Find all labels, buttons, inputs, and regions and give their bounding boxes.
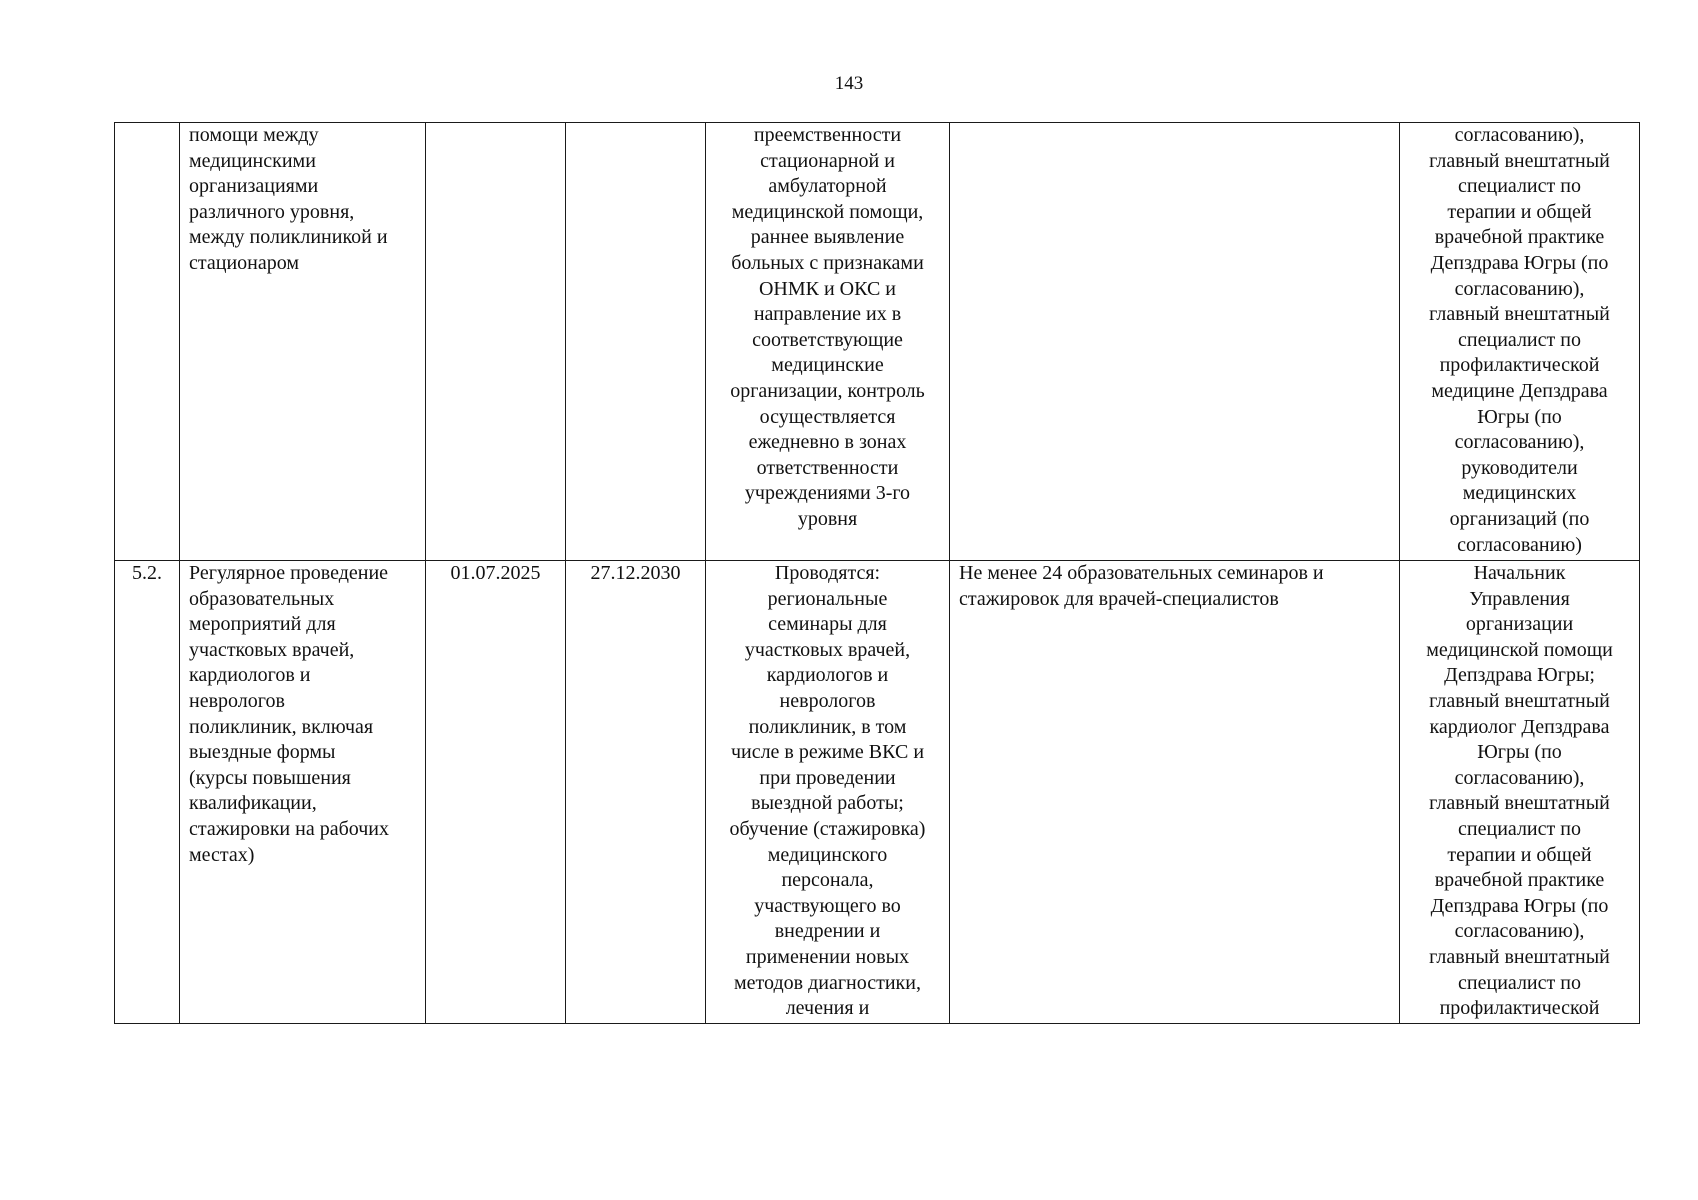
cell-end-date (566, 123, 706, 561)
cell-description: преемственности стационарной и амбулаторной медицинской помощи, раннее выявление больных с признаками ОНМК и ОКС и направление их в соответствующие медицинские организации, контроль осуществляется ежедневно в зонах ответственности учреждениями 3-го уровня (706, 123, 950, 561)
cell-event: помощи между медицинскими организациями различного уровня, между поликлиникой и стационаром (180, 123, 426, 561)
page-number: 143 (834, 73, 864, 94)
cell-responsible: согласованию), главный внештатный специалист по терапии и общей врачебной практике Депздрава Югры (по согласованию), главный внештатный специалист по профилактической медицине Депздрава Югры (по согласованию), руководители медицинских организаций (по согласованию) (1400, 123, 1640, 561)
table-row (115, 123, 1640, 561)
cell-event: Регулярное проведение образовательных мероприятий для участковых врачей, кардиологов и неврологов поликлиник, включая выездные формы (курсы повышения квалификации, стажировки на рабочих местах) (180, 561, 426, 1024)
cell-responsible: Начальник Управления организации медицинской помощи Депздрава Югры; главный внештатный кардиолог Депздрава Югры (по согласованию), главный внештатный специалист по терапии и общей врачебной практике Депздрава Югры (по согласованию), главный внештатный специалист по профилактической (1400, 561, 1640, 1024)
cell-start-date: 01.07.2025 (426, 561, 566, 1024)
cell-description: Проводятся: региональные семинары для участковых врачей, кардиологов и неврологов поликлиник, в том числе в режиме ВКС и при проведении выездной работы; обучение (стажировка) медицинского персонала, участвующего во внедрении и применении новых методов диагностики, лечения и (706, 561, 950, 1024)
cell-number (115, 123, 180, 561)
cell-end-date: 27.12.2030 (566, 561, 706, 1024)
cell-number: 5.2. (115, 561, 180, 1024)
plan-table (114, 122, 1640, 1024)
cell-result (950, 123, 1400, 561)
table-row (115, 561, 1640, 1024)
cell-start-date (426, 123, 566, 561)
cell-result: Не менее 24 образовательных семинаров и стажировок для врачей-специалистов (950, 561, 1400, 1024)
